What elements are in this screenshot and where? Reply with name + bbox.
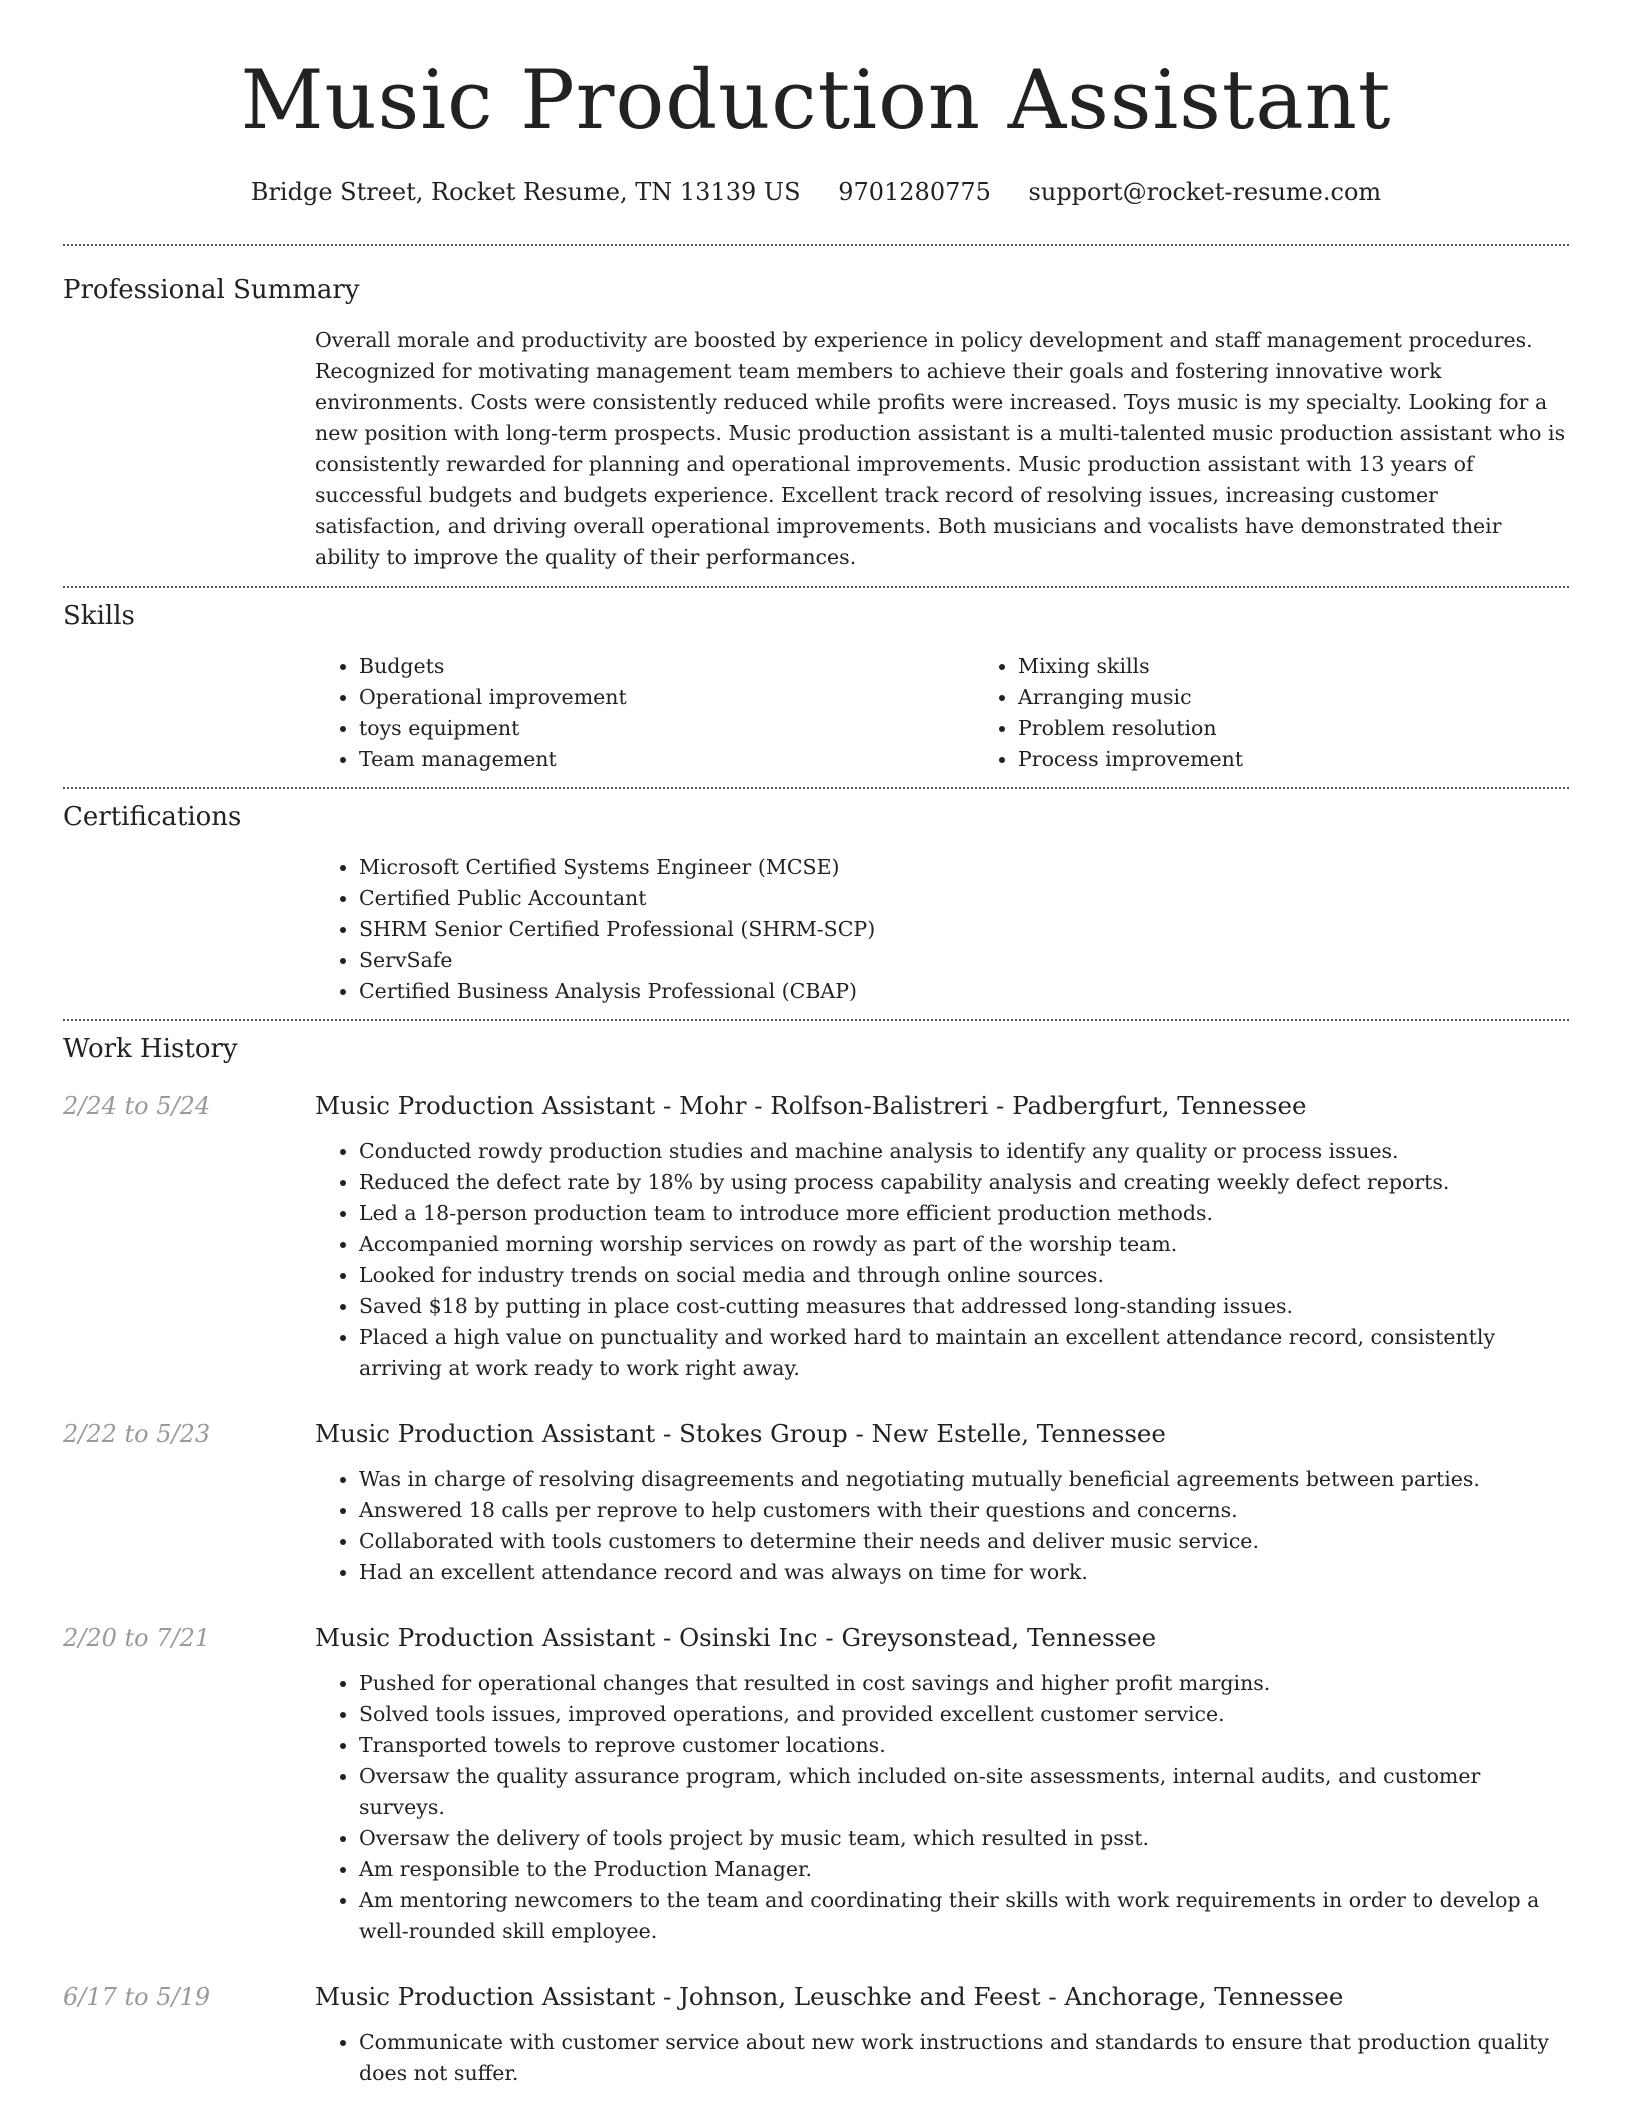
job-bullet: • Accompanied morning worship services on rowdy as part of the worship team. <box>359 1229 1569 1260</box>
job-title: Music Production Assistant - Stokes Group - New Estelle, Tennessee <box>315 1419 1166 1448</box>
skill-item: • Problem resolution <box>1018 713 1632 744</box>
job-bullets <box>315 1668 1569 1947</box>
summary-title: Professional Summary <box>63 275 360 305</box>
skill-item: • Process improvement <box>1018 744 1632 775</box>
skills-left-list <box>315 651 974 775</box>
job-bullet: • Solved tools issues, improved operations, and provided excellent customer service. <box>359 1699 1569 1730</box>
job-body <box>315 1417 1569 1588</box>
skills-title: Skills <box>63 601 135 631</box>
summary-text: Overall morale and productivity are boosted by experience in policy development and staff management procedures. Recognized for motivating management team members to achieve their goals and fostering innovative work environments. Costs were consistently reduced while profits were increased. Toys music is my specialty. Looking for a new position with long-term prospects. Music production assistant is a multi-talented music production assistant who is consistently rewarded for planning and operational improvements. Music production assistant with 13 years of successful budgets and budgets experience. Excellent track record of resolving issues, increasing customer satisfaction, and driving overall operational improvements. Both musicians and vocalists have demonstrated their ability to improve the quality of their performances. <box>315 328 1566 569</box>
job-dates: 2/20 to 7/21 <box>63 1624 211 1652</box>
job-bullets <box>315 1464 1569 1588</box>
job-bullet: • Answered 18 calls per reprove to help customers with their questions and concerns. <box>359 1495 1569 1526</box>
contact-line <box>63 176 1569 208</box>
certification-item: • Certified Business Analysis Professional (CBAP) <box>359 976 1569 1007</box>
certification-item: • SHRM Senior Certified Professional (SHRM-SCP) <box>359 914 1569 945</box>
skill-item: • Mixing skills <box>1018 651 1632 682</box>
job-bullet: • Reduced the defect rate by 18% by using process capability analysis and creating weekly defect reports. <box>359 1167 1569 1198</box>
job-bullet: • Placed a high value on punctuality and worked hard to maintain an excellent attendance record, consistently arriving at work ready to work right away. <box>359 1322 1569 1384</box>
job-title: Music Production Assistant - Mohr - Rolfson-Balistreri - Padbergfurt, Tennessee <box>315 1091 1307 1120</box>
job-bullet: • Oversaw the quality assurance program, which included on-site assessments, internal audits, and customer surveys. <box>359 1761 1569 1823</box>
job-bullets <box>315 1136 1569 1384</box>
certifications-list <box>315 852 1569 1007</box>
contact-email: support@rocket-resume.com <box>1028 178 1382 206</box>
work-section <box>63 1031 1569 2089</box>
job-bullet: • Pushed for operational changes that resulted in cost savings and higher profit margins. <box>359 1668 1569 1699</box>
job-dates: 6/17 to 5/19 <box>63 1983 211 2011</box>
job-body <box>315 1980 1569 2089</box>
job-bullets <box>315 2027 1569 2089</box>
job-bullet: • Collaborated with tools customers to determine their needs and deliver music service. <box>359 1526 1569 1557</box>
job-bullet: • Am mentoring newcomers to the team and coordinating their skills with work requirements in order to develop a well-rounded skill employee. <box>359 1885 1569 1947</box>
job-dates: 2/24 to 5/24 <box>63 1092 211 1120</box>
resume-name: Music Production Assistant <box>240 54 1392 148</box>
certification-item: • Microsoft Certified Systems Engineer (MCSE) <box>359 852 1569 883</box>
job-body <box>315 1621 1569 1947</box>
certifications-title: Certifications <box>63 802 242 832</box>
skills-grid <box>315 651 1569 775</box>
job-bullet: • Conducted rowdy production studies and machine analysis to identify any quality or process issues. <box>359 1136 1569 1167</box>
job-entry <box>63 1089 1569 1384</box>
job-bullet: • Transported towels to reprove customer locations. <box>359 1730 1569 1761</box>
skill-item: • Arranging music <box>1018 682 1632 713</box>
work-title: Work History <box>63 1034 238 1064</box>
certification-item: • ServSafe <box>359 945 1569 976</box>
job-bullet: • Communicate with customer service about new work instructions and standards to ensure that production quality does not suffer. <box>359 2027 1569 2089</box>
job-title: Music Production Assistant - Johnson, Leuschke and Feest - Anchorage, Tennessee <box>315 1982 1344 2011</box>
job-bullet: • Oversaw the delivery of tools project by music team, which resulted in psst. <box>359 1823 1569 1854</box>
skill-item: • Team management <box>359 744 974 775</box>
certifications-section <box>63 799 1569 1007</box>
skills-section <box>63 598 1569 775</box>
job-body <box>315 1089 1569 1384</box>
skills-right-list <box>974 651 1632 775</box>
section-divider <box>63 244 1569 246</box>
contact-address: Bridge Street, Rocket Resume, TN 13139 US <box>250 178 801 206</box>
job-entry <box>63 1980 1569 2089</box>
section-divider <box>63 787 1569 789</box>
job-entry <box>63 1417 1569 1588</box>
skill-item: • Budgets <box>359 651 974 682</box>
certifications-list-wrap <box>315 852 1569 1007</box>
job-bullet: • Had an excellent attendance record and was always on time for work. <box>359 1557 1569 1588</box>
job-title: Music Production Assistant - Osinski Inc - Greysonstead, Tennessee <box>315 1623 1157 1652</box>
skill-item: • toys equipment <box>359 713 974 744</box>
section-divider <box>63 586 1569 588</box>
contact-phone: 9701280775 <box>838 178 991 206</box>
job-bullet: • Am responsible to the Production Manager. <box>359 1854 1569 1885</box>
section-divider <box>63 1019 1569 1021</box>
job-dates: 2/22 to 5/23 <box>63 1420 211 1448</box>
job-bullet: • Looked for industry trends on social media and through online sources. <box>359 1260 1569 1291</box>
certification-item: • Certified Public Accountant <box>359 883 1569 914</box>
job-bullet: • Led a 18-person production team to introduce more efficient production methods. <box>359 1198 1569 1229</box>
skill-item: • Operational improvement <box>359 682 974 713</box>
job-bullet: • Saved $18 by putting in place cost-cutting measures that addressed long-standing issues. <box>359 1291 1569 1322</box>
summary-section <box>63 272 1569 573</box>
job-entry <box>63 1621 1569 1947</box>
job-bullet: • Was in charge of resolving disagreements and negotiating mutually beneficial agreements between parties. <box>359 1464 1569 1495</box>
